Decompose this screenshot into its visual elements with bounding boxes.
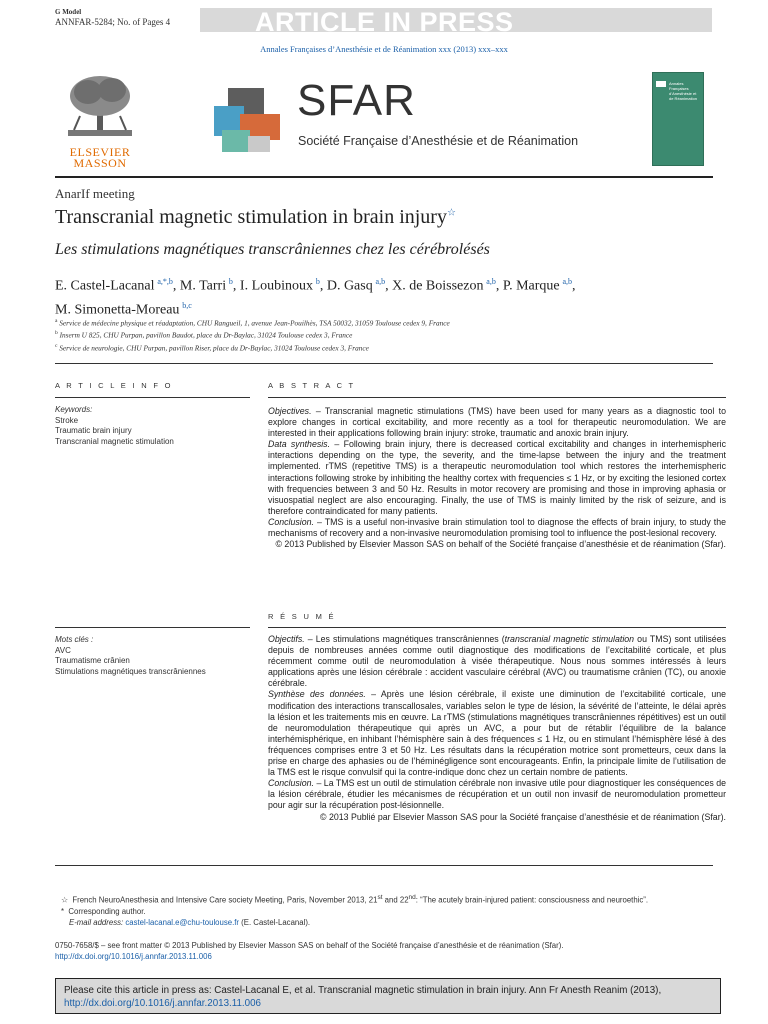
header-divider [55,176,713,178]
journal-cover-thumbnail[interactable] [652,72,704,166]
footnote-text: French NeuroAnesthesia and Intensive Care society Meeting, Paris, November 2013, 21 [72,895,378,905]
footnote-star-mark: ☆ [61,895,68,905]
synthesis-label: Data synthesis. [268,439,331,450]
title-footnote-mark[interactable]: ☆ [446,207,456,219]
footnote-meeting [61,892,735,906]
issn-line: 0750-7658/$ – see front matter © 2013 Published by Elsevier Masson SAS on behalf of the Société française d’anesthésie et de réanimation (Sfar). [55,941,564,950]
article-title-text: Transcranial magnetic stimulation in brain injury [55,206,447,228]
keyword: Traumatic brain injury [55,426,132,435]
doi-link[interactable]: http://dx.doi.org/10.1016/j.annfar.2013.11.006 [55,952,212,961]
objectifs-text-a: – Les stimulations magnétiques transcrâniennes ( [304,634,505,644]
abstract-heading: A B S T R A C T [268,381,356,390]
author: I. Loubinoux [239,278,314,294]
author-affiliation-mark[interactable]: b,c [182,300,192,310]
author: M. Tarri [179,278,227,294]
affiliation [55,328,695,340]
article-in-press-banner [200,7,712,37]
mots-cles-label: Mots clés : [55,635,94,644]
mots-cles-block [55,635,250,677]
title-divider [55,363,713,364]
objectifs-term: transcranial magnetic stimulation [504,634,635,644]
keyword: Transcranial magnetic stimulation [55,436,174,446]
author-affiliation-mark[interactable]: a,b [562,277,573,286]
citation-text: Please cite this article in press as: Castel-Lacanal E, et al. Transcranial magnetic stimulation in brain injury. Ann Fr Anesth Reanim (2013), [64,985,662,996]
objectives-label: Objectives. [268,406,312,416]
keywords-block [55,405,250,447]
sfar-full-name: Société Française d’Anesthésie et de Réanimation [298,134,579,148]
author-affiliation-mark[interactable]: b [228,277,233,286]
abstract-rule [268,397,726,398]
author: E. Castel-Lacanal [55,278,155,294]
elsevier-tree-icon [60,72,140,142]
resume-body [268,634,726,823]
resume-objectifs [268,634,726,689]
author-list [55,272,695,319]
corresponding-author-label: Corresponding author. [68,906,146,916]
affiliation-text: Service de médecine physique et réadaptation, CHU Rangueil, 1, avenue Jean-Pouilhès, TSA 50032, 31059 Toulouse cedex 9, France [59,318,450,328]
ordinal-suffix: nd [408,894,416,901]
mot-cle: Traumatisme crânien [55,656,130,665]
affiliation-mark: c [55,342,58,349]
conclusion-text: – TMS is a useful non-invasive brain stimulation tool to diagnose the effects of brain injury, to study the mechanisms of recovery and a non-invasive neuromodulation promising tool to influence the post-lesional recovery. [268,516,726,539]
resume-conclusion-label: Conclusion. [268,778,314,789]
cover-publisher-logo [656,81,666,87]
publisher-name-line1: ELSEVIER [69,145,131,159]
author: X. de Boissezon [392,278,484,294]
email-label: E-mail address: [69,917,124,927]
footnote-asterisk: * [61,906,65,916]
author-separator: , [385,278,393,294]
resume-conclusion-text: – La TMS est un outil de stimulation cérébrale non invasive utile pour diagnostiquer les conséquences de la lésion cérébrale, étudier les mécanismes de récupération et un outil non invasif de neuromodulation prometteur pour agir sur la récupération post-lésionnelle. [268,778,726,811]
elsevier-masson-logo [60,72,140,168]
cite-this-article-box [55,978,721,1014]
email-owner: (E. Castel-Lacanal). [239,917,311,927]
article-info-rule [55,397,250,398]
affiliation-mark: a [55,318,58,324]
resume-synthese [268,689,726,778]
mots-cles-rule [55,627,250,628]
resume-heading: R É S U M É [268,612,336,621]
author: D. Gasq [326,278,373,294]
manuscript-header [55,7,170,27]
abstract-synthesis [268,439,726,517]
affiliation-mark: b [55,330,58,337]
affiliation-list [55,316,695,353]
objectifs-text-b: ou TMS) sont utilisées depuis de nombreuses années comme outil diagnostique des modifications de l’excitabilité corticale, et plus récemment comme outil de neuromodulation à visée thérapeutique. Nous nous sommes intéressés à leurs applications après une lésion cérébrale : accident vasculaire cérébral (AVC) ou traumatisme crânien (TC), ou anoxie cérébrale. [268,634,726,689]
footnote-text: : “The acutely brain-injured patient: consciousness and neuroethic”. [415,895,649,905]
resume-rule [268,627,726,628]
author-affiliation-mark[interactable]: a,b [375,277,386,286]
affiliation-text: Inserm U 825, CHU Purpan, pavillon Baudot, place du Dr-Baylac, 31024 Toulouse cedex 3, France [59,330,353,340]
abstract-objectives [268,406,726,439]
abstract-conclusion [268,517,726,539]
sfar-cubes-icon [210,84,290,156]
article-in-press-text: ARTICLE IN PRESS [255,7,514,37]
front-matter [55,940,735,962]
footnote-email [69,917,735,928]
manuscript-id: ANNFAR-5284; No. of Pages 4 [55,17,171,27]
objectifs-label: Objectifs. [268,634,305,644]
author-affiliation-mark[interactable]: a,*,b [157,277,173,286]
author-separator: , [172,278,180,294]
article-subtitle: Les stimulations magnétiques transcrâniennes chez les cérébrolésés [55,241,490,258]
ordinal-suffix: st [377,894,383,901]
resume-copyright: © 2013 Publié par Elsevier Masson SAS pour la Société française d’anesthésie et de réanimation (Sfar). [320,811,726,822]
abstract-copyright: © 2013 Published by Elsevier Masson SAS on behalf of the Société française d’anesthésie et de réanimation (Sfar). [275,539,726,550]
mot-cle: AVC [55,645,71,655]
author-separator: , [495,278,503,294]
article-info-heading: A R T I C L E I N F O [55,381,173,390]
abstract-body [268,406,726,550]
affiliation-text: Service de neurologie, CHU Purpan, pavillon Riser, place du Dr-Baylac, 31024 Toulouse cedex 3, France [59,343,369,353]
citation-doi-link[interactable]: http://dx.doi.org/10.1016/j.annfar.2013.11.006 [64,998,261,1009]
journal-citation-line[interactable]: Annales Françaises d’Anesthésie et de Réanimation xxx (2013) xxx–xxx [260,44,508,54]
article-category: AnarIf meeting [55,186,135,201]
synthese-text: – Après une lésion cérébrale, il existe une diminution de l’excitabilité corticale, une modification des interactions transcallosales, variables selon le type de lésion, la sévérité de l’atteinte, le délai après la lésion et les traitements mis en œuvre. La rTMS (stimulations magnétiques transcrâniennes répétitives) est un outil de neuromodulation thérapeutique qui après un AVC, a pour but de rétablir l’équilibre de la balance interhémisphérique, en inhibant l’hémisphère sain à des fréquences ≤ 1 Hz, ou en stimulant l’hémisphère lésé à des fréquences comprises entre 3 et 50 Hz. Les résultats dans la récupération motrice sont prometteurs, ceux dans la prise en charge des aphasies ou de l’héminégligence sont encourageants. Enfin, la principale limite de l’utilisation de la TMS est le risque convulsif qui la contre-indique donc chez un certain nombre de patients. [268,689,727,778]
synthesis-text: – Following brain injury, there is decreased cortical excitability and changes in interhemispheric interactions depending on the type, the severity, and the time-lapse between the injury and the treatment implemented. rTMS (repetitive TMS) is a therapeutic neuromodulation tool which restores the interhemispheric interactions following stroke by inhibiting the healthy cortex with frequencies ≤ 1 Hz, or by exciting the lesioned cortex with frequencies between 3 and 50 Hz. Results in motor recovery are promising and those in improving aphasia or visuospatial neglect are also encouraging. Finally, the use of TMS is mainly limited by the risk of seizure, and is therefore contraindicated for many patients. [268,439,726,516]
g-model-label: G Model [55,8,82,16]
resume-conclusion [268,778,726,811]
footnotes [55,892,735,928]
author-separator: , [232,278,240,294]
email-link[interactable]: castel-lacanal.e@chu-toulouse.fr [125,917,240,927]
body-bottom-rule [55,865,713,866]
footnote-text: and 22 [382,895,409,905]
author: M. Simonetta-Moreau [55,302,180,318]
mot-cle: Stimulations magnétiques transcrâniennes [55,666,206,676]
author-affiliation-mark[interactable]: b [315,277,320,286]
keywords-label: Keywords: [55,405,93,414]
author-separator: , [319,278,327,294]
author: P. Marque [502,278,560,294]
synthese-label: Synthèse des données. [268,689,366,700]
objectives-text: – Transcranial magnetic stimulations (TMS) have been used for many years as a diagnostic tool to explore changes in cortical excitability, and more recently as a tool for therapeutic neuromodulation. We are interested in their applications following brain injury: stroke, traumatic and anoxic brain injury. [268,406,726,439]
sfar-acronym: SFAR [297,76,416,125]
author-separator: , [572,278,576,294]
cover-title: Annales Françaises d’Anesthésie et de Réanimation [669,81,698,101]
sfar-logo [210,76,590,156]
article-title [55,206,456,229]
author-affiliation-mark[interactable]: a,b [486,277,496,286]
publisher-name-line2: MASSON [73,156,127,170]
affiliation [55,316,695,328]
conclusion-label: Conclusion. [268,516,314,527]
keyword: Stroke [55,415,79,425]
affiliation [55,341,695,353]
footnote-corresponding [61,906,735,917]
